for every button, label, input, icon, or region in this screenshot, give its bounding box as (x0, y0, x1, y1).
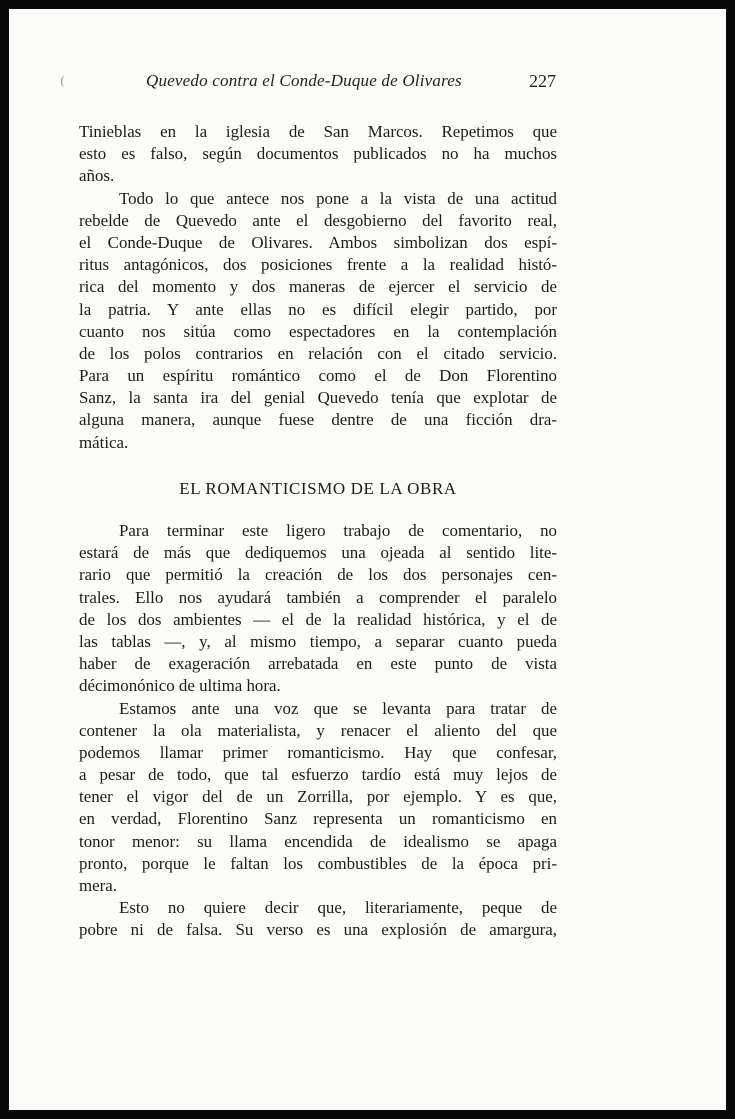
text-line: mática. (79, 432, 129, 452)
margin-mark: ( (60, 74, 65, 88)
text-line: Para un espíritu romántico como el de Don Florentino (79, 366, 557, 386)
text-line: trales. Ello nos ayudará también a comprender el paralelo (79, 587, 557, 607)
text-line: a pesar de todo, que tal esfuerzo tardío está muy lejos de (79, 765, 557, 785)
page-header (146, 71, 556, 99)
text-line: rario que permitió la creación de los dos personajes cen- (79, 565, 557, 585)
text-line: tener el vigor del de un Zorrilla, por ejemplo. Y es que, (79, 787, 557, 807)
section-heading: EL ROMANTICISMO DE LA OBRA (179, 479, 457, 498)
text-line: alguna manera, aunque fuese dentre de una ficción dra- (79, 410, 557, 430)
text-line: Sanz, la santa ira del genial Quevedo tenía que explotar de (79, 388, 557, 408)
text-line: rica del momento y dos maneras de ejercer el servicio de (79, 277, 557, 297)
text-line: el Conde-Duque de Olivares. Ambos simbolizan dos espí- (79, 232, 557, 252)
text-line: pronto, porque le faltan los combustibles de la época pri- (79, 853, 557, 873)
text-line: en verdad, Florentino Sanz representa un romanticismo en (79, 809, 557, 829)
text-block-2 (79, 520, 557, 942)
page-number: 227 (529, 71, 556, 91)
text-line: esto es falso, según documentos publicados no ha muchos (79, 144, 557, 164)
text-block-1 (79, 121, 557, 454)
text-line: haber de exageración arrebatada en este punto de vista (79, 654, 557, 674)
text-line: Para terminar este ligero trabajo de comentario, no (119, 521, 557, 540)
text-line: estará de más que dediquemos una ojeada al sentido lite- (79, 543, 557, 563)
text-line: de los dos ambientes — el de la realidad histórica, y el de (79, 609, 557, 629)
text-line: la patria. Y ante ellas no es difícil elegir partido, por (79, 299, 557, 319)
text-line: de los polos contrarios en relación con el citado servicio. (79, 343, 557, 363)
text-line: las tablas —, y, al mismo tiempo, a separar cuanto pueda (79, 631, 557, 651)
text-line: ritus antagónicos, dos posiciones frente a la realidad histó- (79, 255, 557, 275)
text-line: Esto no quiere decir que, literariamente, peque de (119, 898, 557, 918)
text-line: contener la ola materialista, y renacer el aliento del que (79, 720, 557, 740)
text-line: cuanto nos sitúa como espectadores en la contemplación (79, 321, 557, 341)
text-line: tonor menor: su llama encendida de idealismo se apaga (79, 831, 557, 851)
text-line: rebelde de Quevedo ante el desgobierno del favorito real, (79, 210, 557, 230)
text-line: Todo lo que antece nos pone a la vista de una actitud (119, 188, 557, 208)
text-line: décimonónico de ultima hora. (79, 676, 281, 696)
text-line: mera. (79, 876, 117, 895)
text-line: podemos llamar primer romanticismo. Hay que confesar, (79, 742, 557, 762)
text-line: Estamos ante una voz que se levanta para tratar de (119, 698, 557, 718)
text-line: años. (79, 166, 115, 186)
text-line: pobre ni de falsa. Su verso es una explosión de amargura, (79, 920, 557, 940)
running-title: Quevedo contra el Conde-Duque de Olivares (146, 71, 462, 90)
text-line: Tinieblas en la iglesia de San Marcos. Repetimos que (79, 122, 557, 141)
